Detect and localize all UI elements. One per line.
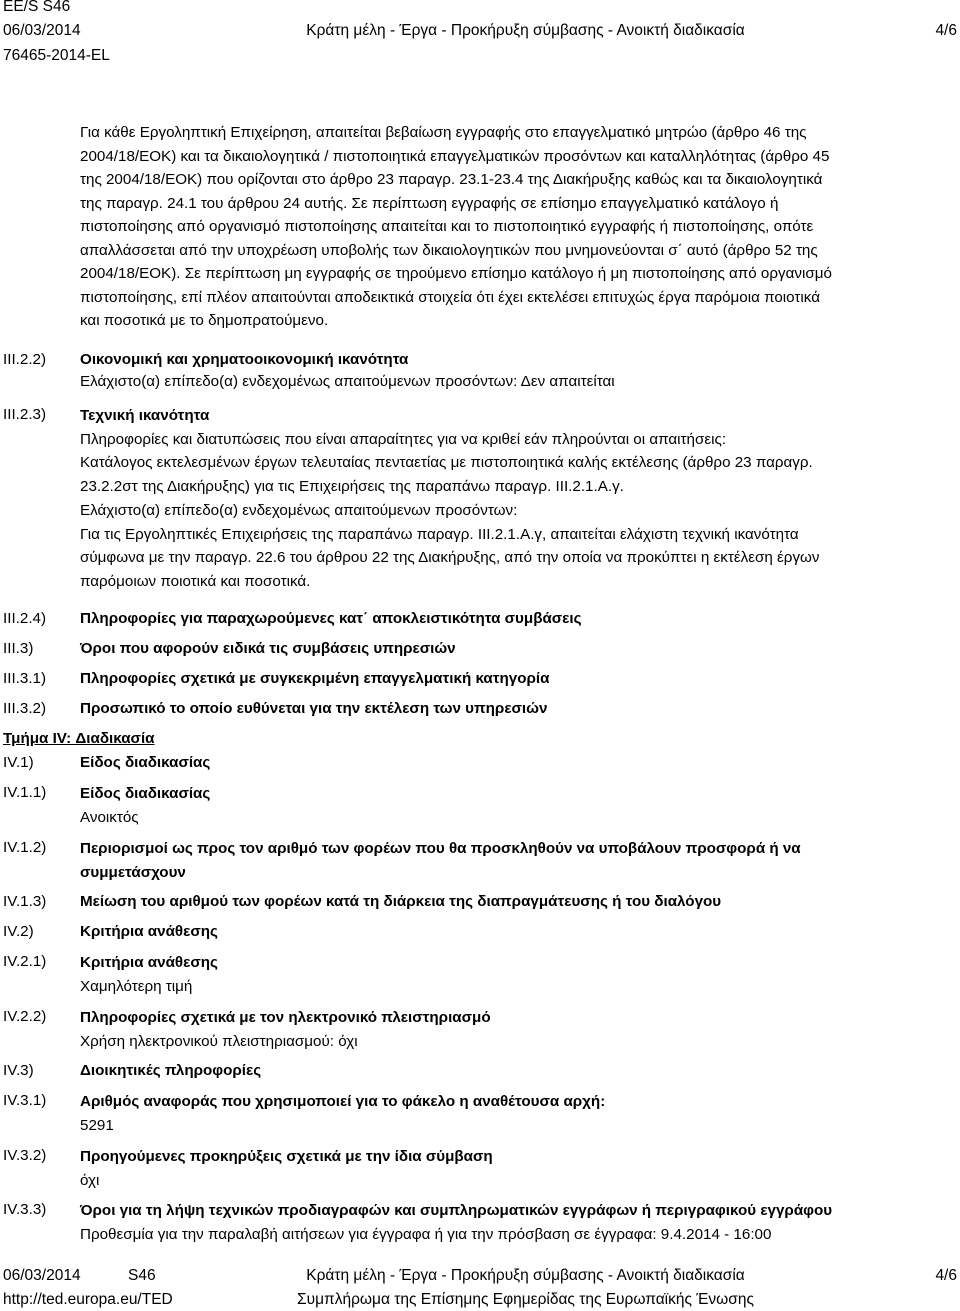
section-heading: Πληροφορίες για παραχωρούμενες κατ΄ αποκλειστικότητα συμβάσεις — [80, 610, 582, 627]
footer-supplement: Συμπλήρωμα της Επίσημης Εφημερίδας της Ευρωπαϊκής Ένωσης — [297, 1291, 754, 1308]
section-heading: Είδος διαδικασίας — [80, 785, 211, 802]
section-number: IV.1.1) — [3, 784, 47, 801]
section-number: IV.2.1) — [3, 953, 47, 970]
section-number: IV.3) — [3, 1062, 34, 1079]
section-heading: Αριθμός αναφοράς που χρησιμοποιεί για το φάκελο η αναθέτουσα αρχή: — [80, 1093, 606, 1110]
intro-line: απαλλάσσεται από την υποχρέωση υποβολής των δικαιολογητικών που μνημονεύονται σ΄ αυτό (άρθρο 52 της — [80, 241, 818, 259]
notice-number: 76465-2014-EL — [3, 47, 110, 64]
section-text: Ελάχιστο(α) επίπεδο(α) ενδεχομένως απαιτούμενων προσόντων: — [80, 501, 518, 519]
section-text: Πληροφορίες και διατυπώσεις που είναι απαραίτητες για να κριθεί εάν πληρούνται οι απαιτήσεις: — [80, 430, 727, 448]
section-number: IV.2) — [3, 923, 34, 940]
section-text: παρόμοιων ποιοτικά και ποσοτικά. — [80, 572, 311, 590]
section-number: III.2.2) — [3, 351, 47, 368]
section-number: III.2.3) — [3, 406, 47, 423]
section-heading: Είδος διαδικασίας — [80, 754, 211, 771]
section-heading: συμμετάσχουν — [80, 864, 186, 881]
section-iii-2-3 — [80, 404, 958, 594]
section-heading: Οικονομική και χρηματοοικονομική ικανότητα — [80, 351, 409, 368]
intro-line: πιστοποίησης, επί πλέον απαιτούνται αποδεικτικά στοιχεία ότι έχει εκτελέσει επιτυχώς έργα παρόμοια ποιοτικά — [80, 288, 820, 306]
part-iv-title: Τμήμα IV: Διαδικασία — [3, 730, 155, 747]
section-text: όχι — [80, 1172, 100, 1189]
intro-paragraph — [80, 121, 958, 333]
section-text: Προθεσμία για την παραλαβή αιτήσεων για έγγραφα ή για την πρόσβαση σε έγγραφα: 9.4.2014 - 16:00 — [80, 1226, 772, 1243]
section-iv-2-1 — [80, 951, 958, 999]
section-text: Ελάχιστο(α) επίπεδο(α) ενδεχομένως απαιτούμενων προσόντων: Δεν απαιτείται — [80, 373, 615, 390]
footer-url: http://ted.europa.eu/TED — [3, 1291, 173, 1308]
footer-title: Κράτη μέλη - Έργα - Προκήρυξη σύμβασης - Ανοικτή διαδικασία — [306, 1267, 745, 1284]
section-iv-3-2 — [80, 1145, 958, 1193]
section-number: III.3) — [3, 640, 34, 657]
section-heading: Περιορισμοί ως προς τον αριθμό των φορέων που θα προσκληθούν να υποβάλουν προσφορά ή να — [80, 840, 801, 857]
section-iv-1-1 — [80, 782, 958, 830]
section-heading: Διοικητικές πληροφορίες — [80, 1062, 262, 1079]
section-text: Ανοικτός — [80, 809, 139, 826]
section-text: 23.2.2στ της Διακήρυξης) για τις Επιχειρήσεις της παραπάνω παραγρ. III.2.1.Α.γ. — [80, 478, 624, 496]
section-number: III.3.2) — [3, 700, 47, 717]
section-number: III.3.1) — [3, 670, 47, 687]
intro-line: Για κάθε Εργοληπτική Επιχείρηση, απαιτείται βεβαίωση εγγραφής στο επαγγελματικό μητρώο (άρθρο 46 της — [80, 124, 807, 141]
section-heading: Τεχνική ικανότητα — [80, 407, 210, 424]
section-iv-3-1 — [80, 1090, 958, 1138]
section-heading: Μείωση του αριθμού των φορέων κατά τη διάρκεια της διαπραγμάτευσης ή του διαλόγου — [80, 893, 722, 910]
section-text: Για τις Εργοληπτικές Επιχειρήσεις της παραπάνω παραγρ. III.2.1.Α.γ, απαιτείται ελάχιστη τεχνική ικανότητα — [80, 525, 799, 543]
intro-line: 2004/18/ΕΟΚ) και τα δικαιολογητικά / πιστοποιητικά επαγγελματικών προσόντων και καταλληλότητας (άρθρο 45 — [80, 147, 830, 165]
footer-date: 06/03/2014 — [3, 1267, 81, 1284]
section-heading: Προηγούμενες προκηρύξεις σχετικά με την ίδια σύμβαση — [80, 1148, 493, 1165]
section-text: Χαμηλότερη τιμή — [80, 978, 193, 995]
section-text: Κατάλογος εκτελεσμένων έργων τελευταίας πενταετίας με πιστοποιητικά καλής εκτέλεσης (άρθρο 23 παραγρ. — [80, 454, 813, 472]
section-heading: Προσωπικό το οποίο ευθύνεται για την εκτέλεση των υπηρεσιών — [80, 700, 548, 717]
header-date: 06/03/2014 — [3, 22, 81, 39]
header-page: 4/6 — [935, 22, 957, 39]
intro-line: 2004/18/ΕΟΚ). Σε περίπτωση μη εγγραφής σε τηρούμενο επίσημο κατάλογο ή μη πιστοποίησης από οργανισμό — [80, 265, 832, 282]
section-heading: Πληροφορίες σχετικά με συγκεκριμένη επαγγελματική κατηγορία — [80, 670, 550, 687]
section-iii-2-2 — [80, 349, 958, 393]
section-iv-1-2 — [80, 837, 958, 885]
section-number: IV.3.3) — [3, 1201, 47, 1218]
section-text: Χρήση ηλεκτρονικού πλειστηριασμού: όχι — [80, 1033, 358, 1050]
intro-line: και ποσοτικά με το δημοπρατούμενο. — [80, 312, 329, 329]
intro-line: της παραγρ. 24.1 του άρθρου 24 αυτής. Σε περίπτωση εγγραφής σε επίσημο επαγγελματικό κατάλογο ή — [80, 194, 779, 212]
section-heading: Όροι που αφορούν ειδικά τις συμβάσεις υπηρεσιών — [80, 640, 456, 657]
intro-line: πιστοποίησης από οργανισμό πιστοποίησης απαιτείται και το πιστοποιητικό εγγραφής ή πιστοποίησης, οπότε — [80, 218, 814, 235]
section-text: 5291 — [80, 1117, 114, 1134]
section-number: III.2.4) — [3, 610, 47, 627]
section-iv-3-3 — [80, 1199, 958, 1247]
section-heading: Όροι για τη λήψη τεχνικών προδιαγραφών και συμπληρωματικών εγγράφων ή περιγραφικού εγγράφου — [80, 1202, 833, 1219]
footer-series: S46 — [128, 1267, 156, 1284]
section-number: IV.1.2) — [3, 839, 47, 856]
section-text: σύμφωνα με την παραγρ. 22.6 του άρθρου 22 της Διακήρυξης, από την οποία να προκύπτει η εκτέλεση έργων — [80, 549, 820, 567]
section-iv-2-2 — [80, 1006, 958, 1054]
header-title: Κράτη μέλη - Έργα - Προκήρυξη σύμβασης - Ανοικτή διαδικασία — [306, 22, 745, 39]
footer-page: 4/6 — [935, 1267, 957, 1284]
section-heading: Πληροφορίες σχετικά με τον ηλεκτρονικό πλειστηριασμό — [80, 1009, 491, 1026]
section-number: IV.1.3) — [3, 893, 47, 910]
intro-line: της 2004/18/ΕΟΚ) που ορίζονται στο άρθρο 23 παραγρ. 23.1-23.4 της Διακήρυξης καθώς και τα δικαιολογητικά — [80, 171, 823, 188]
section-heading: Κριτήρια ανάθεσης — [80, 923, 218, 940]
section-number: IV.1) — [3, 754, 34, 771]
section-number: IV.3.2) — [3, 1147, 47, 1164]
section-heading: Κριτήρια ανάθεσης — [80, 954, 218, 971]
doc-id: EE/S S46 — [3, 0, 71, 15]
section-number: IV.3.1) — [3, 1092, 47, 1109]
section-number: IV.2.2) — [3, 1008, 47, 1025]
